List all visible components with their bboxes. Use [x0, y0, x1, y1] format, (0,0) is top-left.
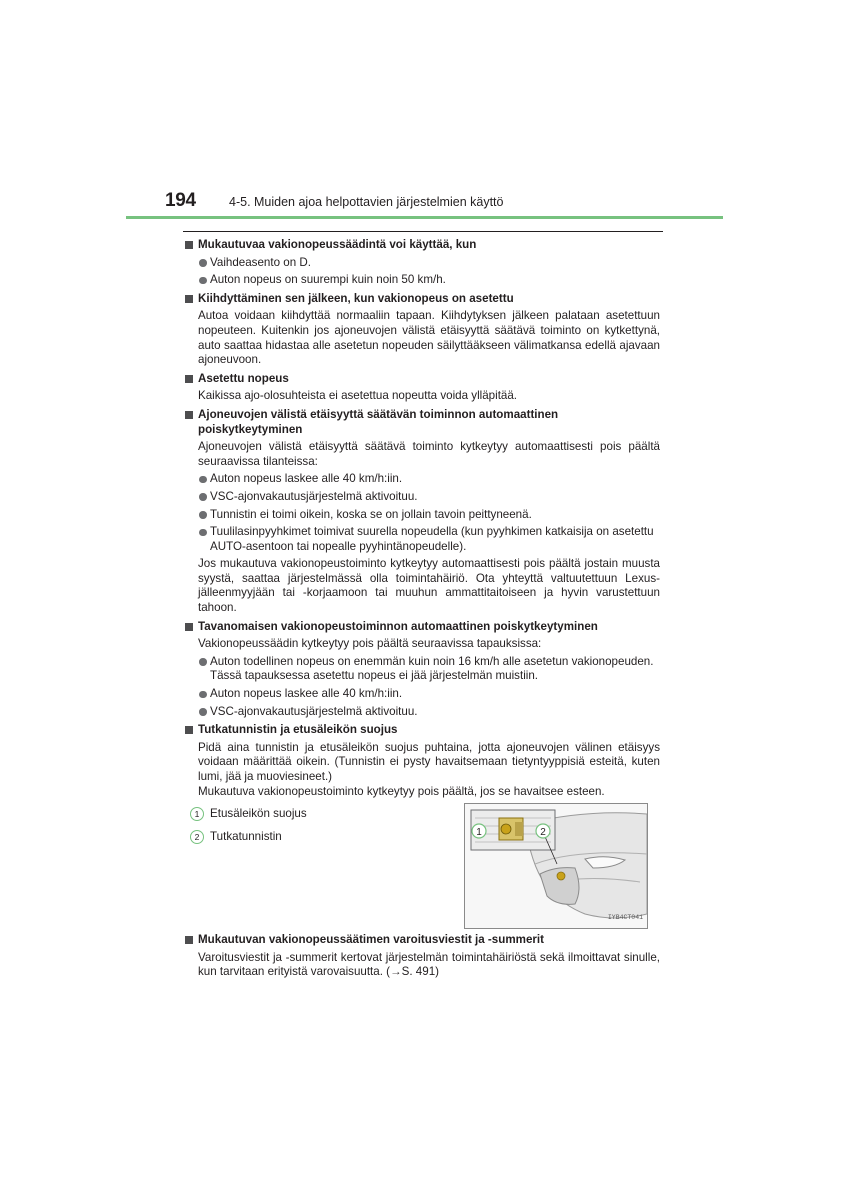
- paragraph: Kaikissa ajo-olosuhteista ei asetettua nopeutta voida ylläpitää.: [198, 389, 518, 403]
- page-content: [184, 238, 660, 980]
- section-heading: Mukautuvaa vakionopeussäädintä voi käyttää, kun: [184, 238, 660, 253]
- section-heading: Ajoneuvojen välistä etäisyyttä säätävän toiminnon automaattinen poiskytkeytyminen: [184, 408, 660, 437]
- list-item: Auton nopeus laskee alle 40 km/h:iin.: [184, 687, 660, 702]
- square-bullet-icon: [185, 726, 193, 734]
- callout-label: Tutkatunnistin: [210, 830, 282, 844]
- chapter-title: 4-5. Muiden ajoa helpottavien järjestelmien käyttö: [229, 195, 504, 209]
- page-number: 194: [165, 190, 196, 211]
- square-bullet-icon: [185, 411, 193, 419]
- callout-item: [190, 807, 307, 825]
- header-rule: [126, 216, 723, 219]
- callout-item: [190, 830, 307, 848]
- square-bullet-icon: [185, 295, 193, 303]
- svg-text:1: 1: [476, 827, 482, 839]
- callout-label: Etusäleikön suojus: [210, 807, 307, 821]
- list-item: VSC-ajonvakautusjärjestelmä aktivoituu.: [184, 705, 660, 720]
- paragraph: Vakionopeussäädin kytkeytyy pois päältä seuraavissa tapauksissa:: [198, 637, 542, 651]
- car-front-drawing: [465, 804, 647, 928]
- round-bullet-icon: [199, 708, 207, 716]
- round-bullet-icon: [199, 529, 207, 537]
- paragraph: Mukautuva vakionopeustoiminto kytkeytyy pois päältä, jos se havaitsee esteen.: [198, 784, 605, 798]
- paragraph: Pidä aina tunnistin ja etusäleikön suojus puhtaina, jotta ajoneuvojen välinen etäisyys voidaan määrittää oikein. (Tunnistin ei pysty havaitsemaan tietyntyyppisiä esteitä, kuten lumi, jää ja muoviesineet.): [198, 740, 660, 783]
- round-bullet-icon: [199, 259, 207, 267]
- section-heading: Asetettu nopeus: [184, 372, 660, 387]
- round-bullet-icon: [199, 493, 207, 501]
- figure-block: [184, 807, 660, 929]
- round-bullet-icon: [199, 476, 207, 484]
- round-bullet-icon: [199, 691, 207, 699]
- square-bullet-icon: [185, 623, 193, 631]
- section-rule: [183, 231, 663, 232]
- callout-number: 1: [190, 807, 204, 821]
- section-heading: Tutkatunnistin ja etusäleikön suojus: [184, 723, 660, 738]
- svg-text:2: 2: [540, 827, 546, 839]
- paragraph: Jos mukautuva vakionopeustoiminto kytkeytyy automaattisesti pois päältä jostain muusta syystä, saattaa järjestelmässä olla toimintahäiriö. Ota yhteyttä valtuutettuun Lexus-jälleenmyyjään tai -korjaamoon tai muuhun ammattitaitoiseen ja hyvin varustettuun tahoon.: [198, 557, 660, 615]
- list-item: Tunnistin ei toimi oikein, koska se on jollain tavoin peittyneenä.: [184, 508, 660, 523]
- round-bullet-icon: [199, 658, 207, 666]
- round-bullet-icon: [199, 511, 207, 519]
- figure-code: IYB4CT041: [607, 913, 643, 921]
- list-item: Auton nopeus on suurempi kuin noin 50 km/h.: [184, 273, 660, 288]
- square-bullet-icon: [185, 375, 193, 383]
- paragraph: Ajoneuvojen välistä etäisyyttä säätävä toiminto kytkeytyy automaattisesti pois päältä seuraavissa tilanteissa:: [198, 440, 660, 468]
- list-item: Auton todellinen nopeus on enemmän kuin noin 16 km/h alle asetetun vakionopeuden. Tässä tapauksessa asetettu nopeus ei jää järjestelmän muistiin.: [184, 655, 660, 684]
- round-bullet-icon: [199, 277, 207, 285]
- callout-list: [190, 807, 307, 853]
- section-heading: Kiihdyttäminen sen jälkeen, kun vakionopeus on asetettu: [184, 292, 660, 307]
- callout-number: 2: [190, 830, 204, 844]
- car-front-illustration: [464, 803, 648, 929]
- paragraph: Autoa voidaan kiihdyttää normaaliin tapaan. Kiihdytyksen jälkeen palataan asetettuun nopeuteen. Kuitenkin jos ajoneuvojen välistä etäisyyttä säätävä toiminto on kytkettynä, auto saattaa hidastaa alle asetetun nopeuden säilyttääkseen välimatkansa edellä ajavaan ajoneuvoon.: [198, 309, 660, 367]
- square-bullet-icon: [185, 241, 193, 249]
- list-item: Auton nopeus laskee alle 40 km/h:iin.: [184, 472, 660, 487]
- paragraph: Varoitusviestit ja -summerit kertovat järjestelmän toimintahäiriöstä sekä ilmoittavat sinulle, kun tarvitaan erityistä varovaisuutta. (→S. 491): [198, 950, 660, 979]
- square-bullet-icon: [185, 936, 193, 944]
- list-item: Tuulilasinpyyhkimet toimivat suurella nopeudella (kun pyyhkimen katkaisija on asetettu AUTO-asentoon tai nopealle pyyhintänopeudelle).: [184, 525, 660, 554]
- section-heading: Tavanomaisen vakionopeustoiminnon automaattinen poiskytkeytyminen: [184, 620, 660, 635]
- section-heading: Mukautuvan vakionopeussäätimen varoitusviestit ja -summerit: [184, 933, 660, 948]
- list-item: VSC-ajonvakautusjärjestelmä aktivoituu.: [184, 490, 660, 505]
- list-item: Vaihdeasento on D.: [184, 256, 660, 271]
